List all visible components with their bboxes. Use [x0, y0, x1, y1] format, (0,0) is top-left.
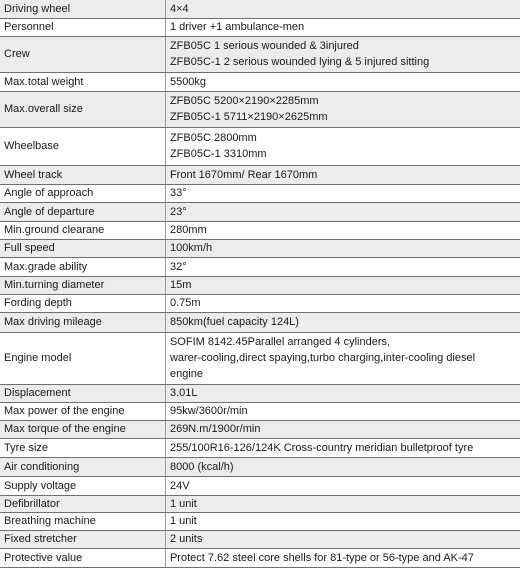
spec-value — [165, 221, 520, 239]
spec-row — [0, 457, 520, 476]
spec-row — [0, 18, 520, 36]
spec-value-line: 2 units — [169, 533, 203, 545]
spec-row — [0, 91, 520, 127]
spec-value-line: ZFB05C-1 2 serious wounded lying & 5 injured sitting — [169, 56, 430, 68]
spec-label: Max power of the engine — [0, 402, 165, 420]
spec-row — [0, 476, 520, 495]
spec-label: Fording depth — [0, 294, 165, 312]
spec-label: Defibrillator — [0, 495, 165, 512]
spec-row — [0, 257, 520, 276]
spec-value-line: 255/100R16-126/124K Cross-country meridian bulletproof tyre — [169, 441, 474, 454]
spec-row — [0, 438, 520, 457]
spec-row — [0, 239, 520, 257]
spec-value — [165, 530, 520, 548]
spec-value-line: 15m — [169, 279, 192, 291]
spec-value-line: 269N.m/1900r/min — [169, 423, 261, 435]
spec-value-line: Protect 7.62 steel core shells for 81-type or 56-type and AK-47 — [169, 551, 474, 564]
spec-label: Crew — [0, 36, 165, 72]
spec-value-line: SOFIM 8142.45Parallel arranged 4 cylinders, — [169, 336, 391, 348]
spec-value-line: 850km(fuel capacity 124L) — [169, 316, 299, 328]
spec-row — [0, 530, 520, 548]
spec-label: Wheelbase — [0, 127, 165, 165]
spec-row — [0, 72, 520, 91]
spec-value — [165, 495, 520, 512]
spec-value-line: 100km/h — [169, 242, 213, 254]
spec-row — [0, 402, 520, 420]
spec-label: Max.overall size — [0, 91, 165, 127]
spec-value — [165, 332, 520, 384]
spec-value — [165, 91, 520, 127]
spec-row — [0, 332, 520, 384]
spec-label: Max.total weight — [0, 72, 165, 91]
spec-label: Driving wheel — [0, 0, 165, 18]
spec-label: Angle of approach — [0, 184, 165, 202]
spec-label: Supply voltage — [0, 476, 165, 495]
spec-value-line: engine — [169, 368, 203, 380]
spec-label: Max.grade ability — [0, 257, 165, 276]
spec-value-line: 3.01L — [169, 387, 198, 399]
spec-value-line: 24V — [169, 479, 190, 492]
spec-value — [165, 312, 520, 332]
spec-value-line: 0.75m — [169, 297, 201, 309]
spec-row — [0, 184, 520, 202]
spec-row — [0, 221, 520, 239]
spec-row — [0, 202, 520, 221]
spec-value — [165, 257, 520, 276]
spec-label: Min.turning diameter — [0, 276, 165, 294]
spec-value — [165, 239, 520, 257]
spec-row — [0, 36, 520, 72]
spec-label: Breathing machine — [0, 512, 165, 530]
spec-value — [165, 36, 520, 72]
spec-value-line: 4×4 — [169, 2, 189, 15]
spec-label: Max torque of the engine — [0, 420, 165, 438]
spec-row — [0, 495, 520, 512]
spec-value — [165, 294, 520, 312]
spec-value-line: 280mm — [169, 224, 207, 236]
spec-row — [0, 276, 520, 294]
spec-label: Min.ground clearane — [0, 221, 165, 239]
spec-value-line: 5500kg — [169, 75, 207, 88]
spec-value-line: 1 unit — [169, 515, 197, 527]
spec-value-line: 95kw/3600r/min — [169, 405, 248, 417]
spec-value — [165, 457, 520, 476]
spec-value-line: ZFB05C-1 5711×2190×2625mm — [169, 111, 328, 123]
spec-value-line: 23° — [169, 205, 187, 218]
spec-value — [165, 184, 520, 202]
spec-value-line: 32° — [169, 260, 187, 273]
spec-value — [165, 165, 520, 184]
spec-label: Personnel — [0, 18, 165, 36]
spec-value-line: 33° — [169, 187, 187, 199]
spec-label: Full speed — [0, 239, 165, 257]
spec-value-line: ZFB05C 5200×2190×2285mm — [169, 95, 319, 107]
spec-label: Angle of departure — [0, 202, 165, 221]
spec-value-line: 1 driver +1 ambulance-men — [169, 21, 305, 33]
spec-value — [165, 202, 520, 221]
spec-row — [0, 127, 520, 165]
spec-label: Tyre size — [0, 438, 165, 457]
spec-value — [165, 0, 520, 18]
spec-row — [0, 165, 520, 184]
spec-value-line: 1 unit — [169, 497, 197, 510]
spec-value — [165, 402, 520, 420]
spec-value — [165, 476, 520, 495]
spec-value-line: ZFB05C 1 serious wounded & 3injured — [169, 40, 359, 52]
spec-label: Wheel track — [0, 165, 165, 184]
spec-value-line: Front 1670mm/ Rear 1670mm — [169, 168, 318, 181]
spec-value — [165, 512, 520, 530]
spec-row — [0, 294, 520, 312]
spec-row — [0, 384, 520, 402]
spec-label: Protective value — [0, 548, 165, 567]
spec-value-line: warer-cooling,direct spaying,turbo charging,inter-cooling diesel — [169, 352, 476, 364]
spec-value — [165, 72, 520, 91]
spec-value — [165, 276, 520, 294]
spec-row — [0, 548, 520, 567]
spec-row — [0, 0, 520, 18]
spec-label: Displacement — [0, 384, 165, 402]
spec-value — [165, 548, 520, 567]
spec-value — [165, 384, 520, 402]
spec-value-line: ZFB05C 2800mm — [169, 132, 257, 144]
spec-label: Fixed stretcher — [0, 530, 165, 548]
spec-row — [0, 312, 520, 332]
spec-value-line: ZFB05C-1 3310mm — [169, 148, 267, 160]
spec-value — [165, 127, 520, 165]
spec-value — [165, 420, 520, 438]
spec-row — [0, 420, 520, 438]
spec-row — [0, 512, 520, 530]
spec-value-line: 8000 (kcal/h) — [169, 460, 234, 473]
spec-label: Engine model — [0, 332, 165, 384]
spec-value — [165, 438, 520, 457]
spec-label: Air conditioning — [0, 457, 165, 476]
spec-value — [165, 18, 520, 36]
spec-label: Max driving mileage — [0, 312, 165, 332]
